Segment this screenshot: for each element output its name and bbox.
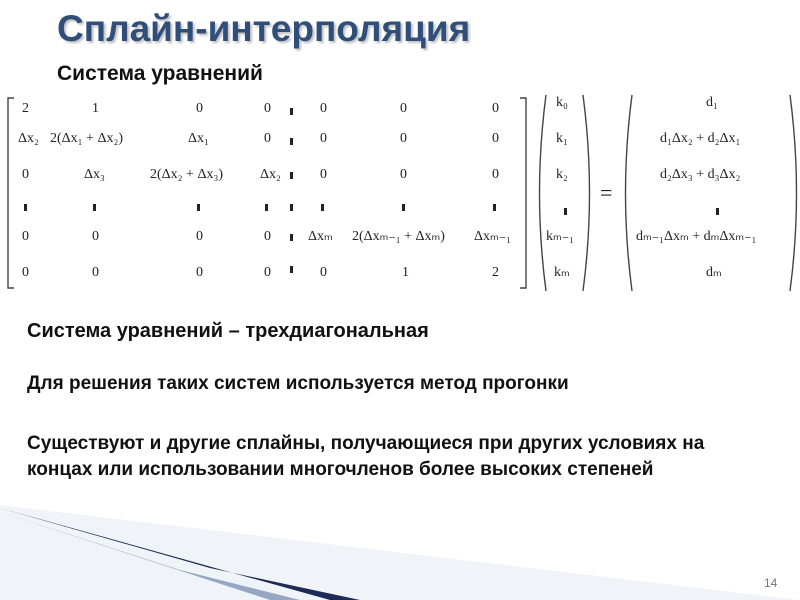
matrix-cell: Δx₂ — [260, 167, 281, 182]
matrix-cell: 0 — [320, 131, 327, 146]
matrix-cell: 0 — [196, 265, 203, 280]
matrix-cell: 2(Δxₘ₋₁ + Δxₘ) — [352, 229, 445, 244]
matrix-cell: Δxₘ — [308, 229, 333, 244]
matrix-cell: 0 — [264, 101, 271, 116]
matrix-cell: 0 — [264, 131, 271, 146]
matrix-cell: Δx₂ — [18, 131, 39, 146]
matrix-cell: 0 — [400, 101, 407, 116]
rhs-entry: d₁ — [706, 95, 718, 110]
matrix-cell: 0 — [320, 265, 327, 280]
rhs-entry: d₂Δx₃ + d₃Δx₂ — [660, 167, 741, 182]
matrix-cell: 0 — [400, 131, 407, 146]
sweep-method-note: Для решения таких систем используется метод прогонки — [27, 373, 569, 394]
matrix-left-bracket — [8, 98, 14, 288]
matrix-cell: 0 — [92, 229, 99, 244]
slide-title: Сплайн-интерполяция — [57, 8, 471, 49]
page-number: 14 — [764, 576, 778, 590]
vector-right-paren — [583, 95, 590, 291]
tridiagonal-note: Система уравнений – трехдиагональная — [27, 320, 429, 342]
matrix-cell: 1 — [402, 265, 409, 280]
rhs-entry: dₘ — [706, 265, 722, 280]
unknown-entry: k₁ — [556, 131, 568, 146]
matrix-cell: 0 — [492, 167, 499, 182]
matrix-cell: 0 — [400, 167, 407, 182]
matrix-cell: 0 — [22, 265, 29, 280]
matrix-cell: 0 — [22, 167, 29, 182]
matrix-cell: 0 — [196, 101, 203, 116]
equation-image — [0, 90, 800, 300]
matrix-cell: 0 — [92, 265, 99, 280]
matrix-cell: 2 — [492, 265, 499, 280]
matrix-cell: Δx₃ — [84, 167, 105, 182]
unknown-entry: kₘ — [554, 265, 570, 280]
matrix-cell: 2(Δx₂ + Δx₃) — [150, 167, 223, 182]
matrix-cell: 0 — [22, 229, 29, 244]
matrix-cell: Δx₁ — [188, 131, 209, 146]
unknown-entry: k₂ — [556, 167, 568, 182]
other-splines-note: Существуют и другие сплайны, получающиеся при других условиях на концах или использовании многочленов более высоких степеней — [27, 433, 705, 480]
rhs-left-paren — [626, 95, 633, 291]
unknown-entry: kₘ₋₁ — [546, 229, 574, 244]
matrix-cell: 0 — [492, 101, 499, 116]
matrix-cell: 0 — [320, 167, 327, 182]
ellipsis-row — [24, 204, 719, 215]
matrix-cell: 2(Δx₁ + Δx₂) — [50, 131, 123, 146]
rhs-right-paren — [790, 95, 797, 291]
matrix-cell: 1 — [92, 101, 99, 116]
matrix-cell: 2 — [22, 101, 29, 116]
column-separator-dots — [290, 108, 293, 273]
rhs-entry: dₘ₋₁Δxₘ + dₘΔxₘ₋₁ — [636, 229, 757, 244]
matrix-cell: 0 — [492, 131, 499, 146]
matrix-cell: 0 — [264, 265, 271, 280]
matrix-cell: 0 — [264, 229, 271, 244]
matrix-cell: 0 — [196, 229, 203, 244]
matrix-right-bracket — [520, 98, 526, 288]
unknown-entry: k₀ — [556, 95, 568, 110]
vector-left-paren — [540, 95, 547, 291]
equals-sign: = — [600, 180, 613, 205]
rhs-entry: d₁Δx₂ + d₂Δx₁ — [660, 131, 741, 146]
matrix-cell: Δxₘ₋₁ — [474, 229, 511, 244]
slide-subtitle: Система уравнений — [57, 62, 263, 85]
matrix-cell: 0 — [320, 101, 327, 116]
